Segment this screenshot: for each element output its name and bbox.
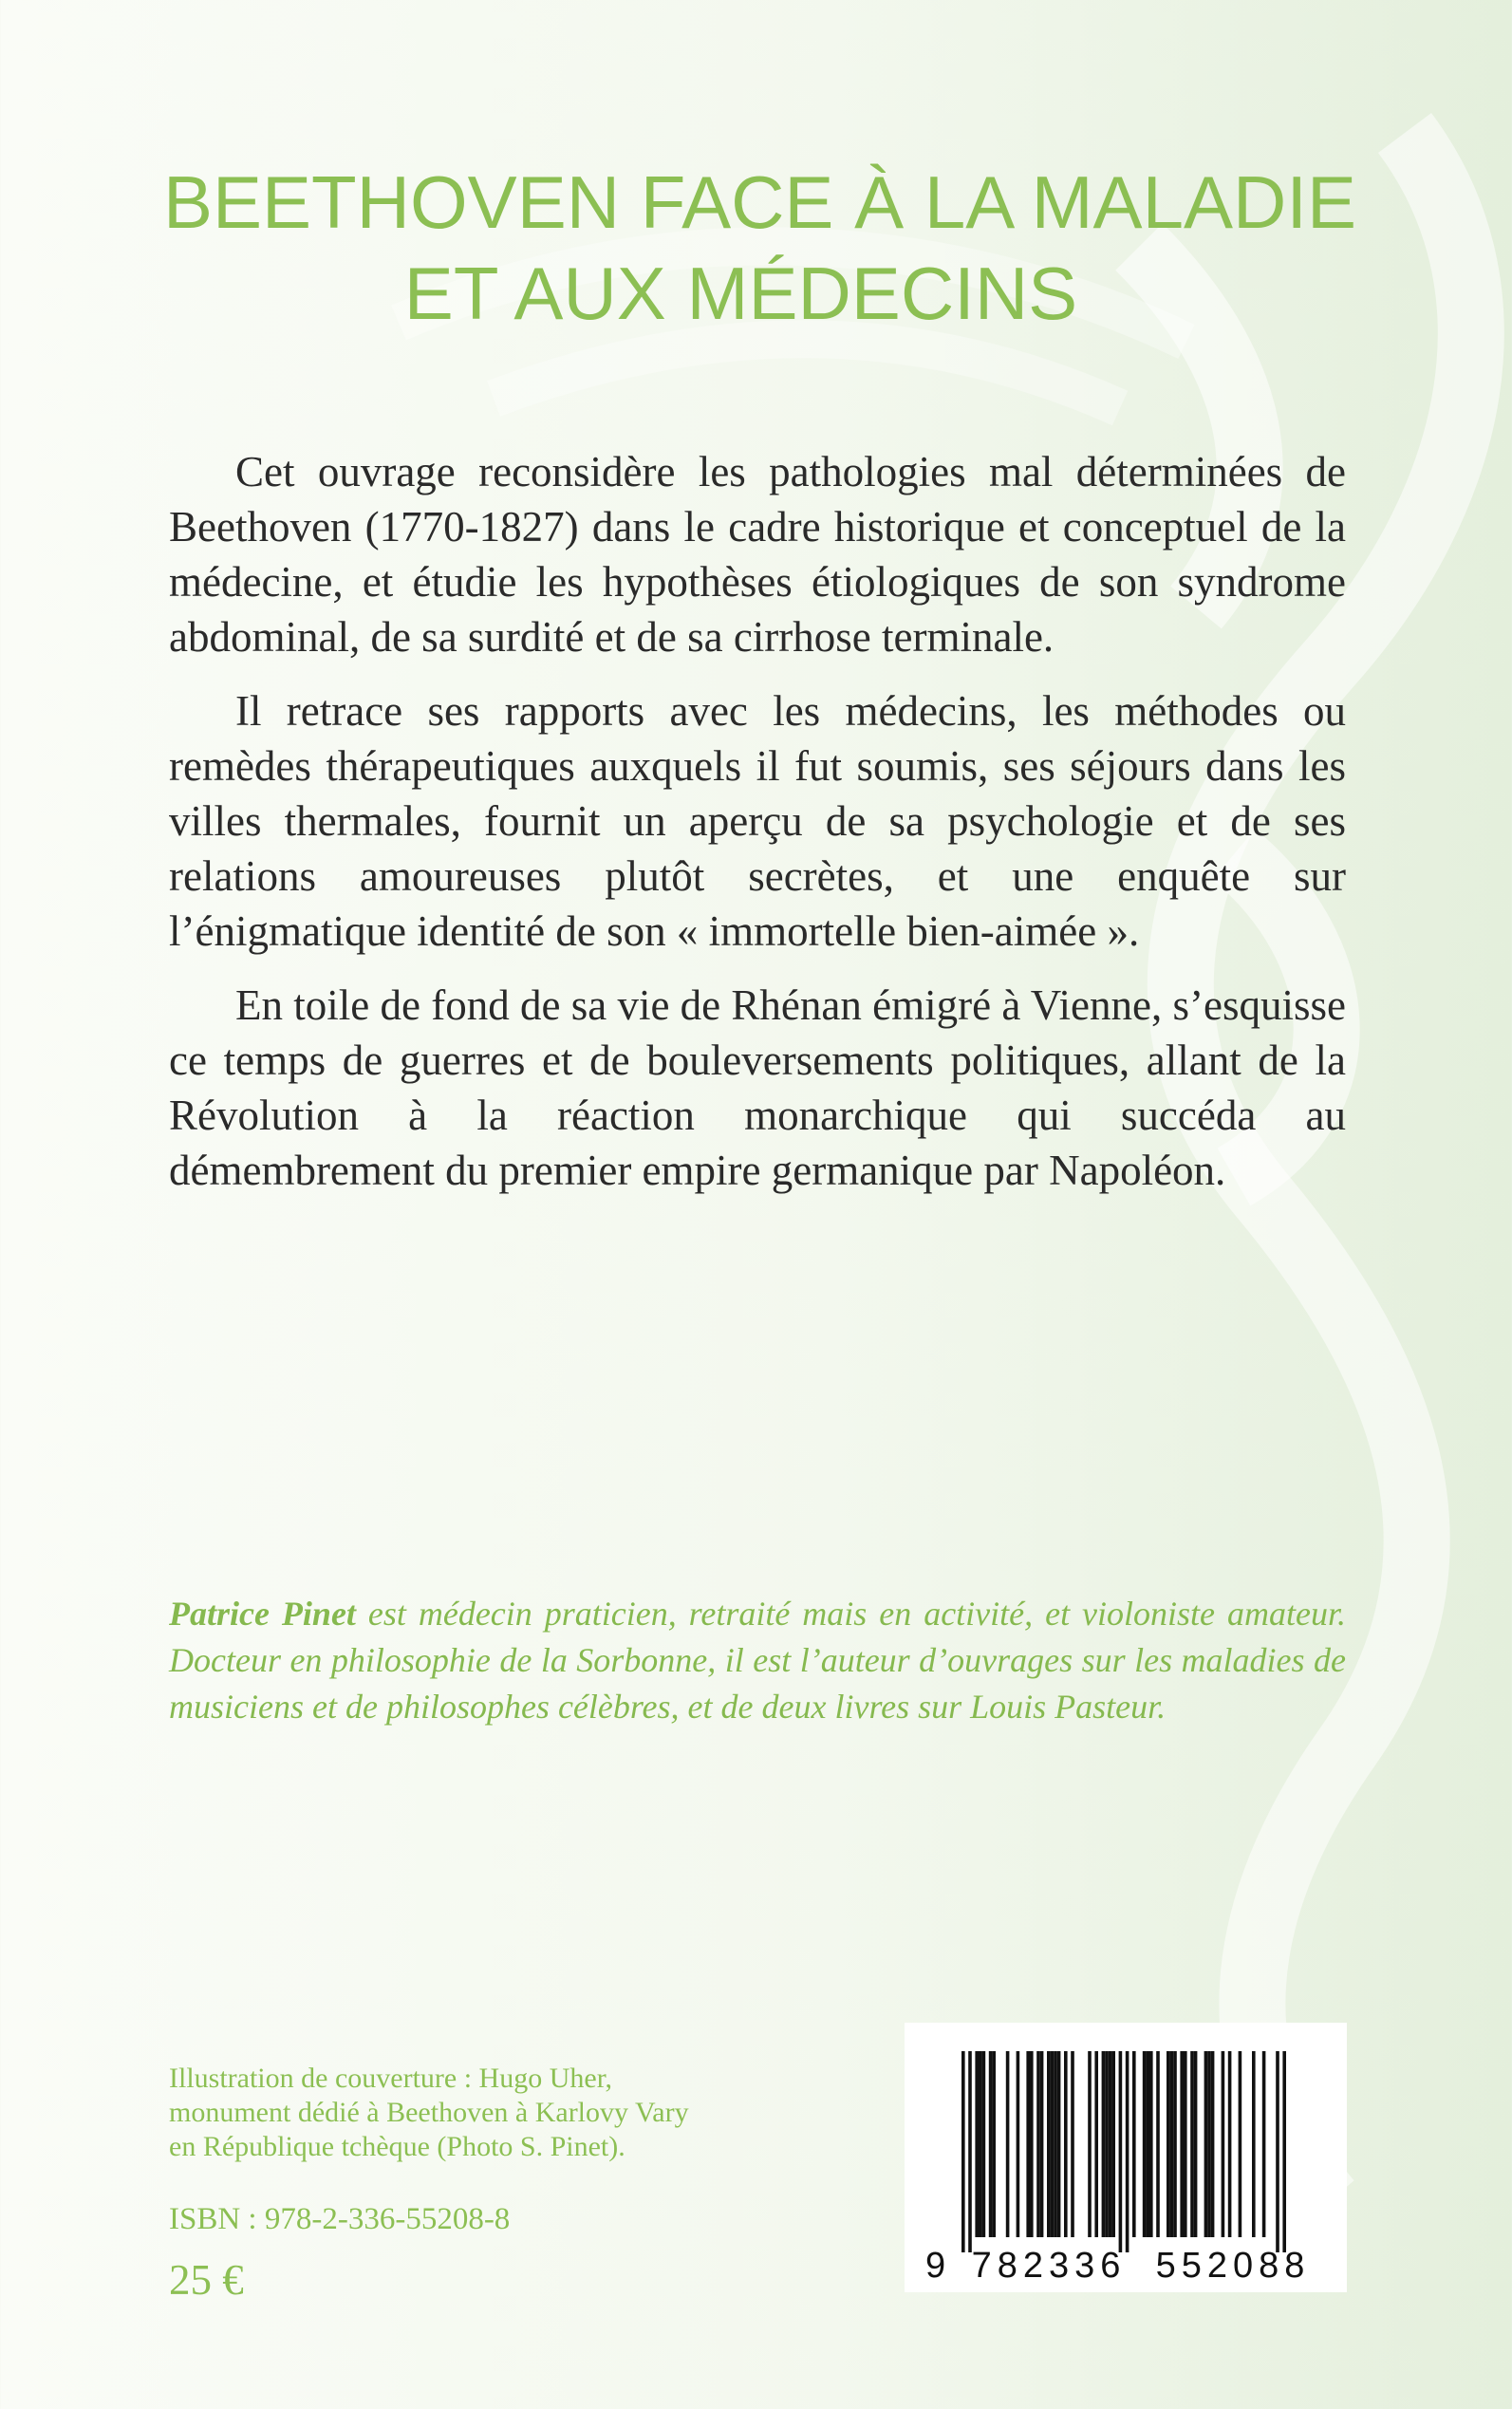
- barcode-bar: [961, 2051, 965, 2252]
- barcode-bar: [1054, 2051, 1057, 2237]
- barcode-bar: [1109, 2051, 1112, 2237]
- book-title-line-1: BEETHOVEN FACE À LA MALADIE: [162, 160, 1357, 244]
- barcode-bar: [1252, 2051, 1256, 2237]
- cover-credit-line-2: monument dédié à Beethoven à Karlovy Vary: [169, 2097, 689, 2128]
- barcode-bar: [1180, 2051, 1184, 2237]
- barcode-bar: [1204, 2051, 1208, 2237]
- barcode-bar: [1088, 2051, 1092, 2237]
- barcode-bar: [1149, 2051, 1153, 2237]
- barcode-first-digit: 9: [925, 2246, 946, 2286]
- book-description: [169, 444, 1346, 1217]
- barcode-bar: [1026, 2051, 1030, 2237]
- barcode-panel: [905, 2023, 1347, 2292]
- barcode-bar: [1064, 2051, 1068, 2237]
- barcode-bar: [1222, 2051, 1225, 2237]
- barcode-bar: [1105, 2051, 1109, 2237]
- barcode-right-digits: 552088: [1155, 2246, 1311, 2286]
- barcode-bar: [1211, 2051, 1215, 2237]
- author-bio: [169, 1591, 1346, 1730]
- description-paragraph-1: Cet ouvrage reconsidère les pathologies mal déterminées de Beethoven (1770-1827) dans le cadre historique et conceptuel de la médecine, et étudie les hypothèses étiologiques de son syndrome abdominal, de sa surdité et de sa cirrhose terminale.: [169, 448, 1346, 661]
- barcode-bar: [1030, 2051, 1034, 2237]
- isbn-text: ISBN : 978-2-336-55208-8: [169, 2202, 511, 2236]
- barcode-bar: [1173, 2051, 1177, 2237]
- barcode-bar: [1126, 2051, 1129, 2252]
- barcode-bar: [989, 2051, 993, 2237]
- cover-credit-line-1: Illustration de couverture : Hugo Uher,: [169, 2063, 612, 2094]
- book-title: [0, 157, 1512, 339]
- book-title-line-2: ET AUX MÉDECINS: [403, 252, 1078, 335]
- barcode-bar: [1262, 2051, 1266, 2237]
- barcode-bar: [1282, 2051, 1286, 2252]
- barcode-left-digits: 782336: [971, 2246, 1127, 2286]
- barcode-bar: [982, 2051, 986, 2237]
- barcode-bar: [1132, 2051, 1136, 2237]
- barcode-bar: [1119, 2051, 1123, 2252]
- barcode-bar: [1170, 2051, 1174, 2237]
- author-bio-text: est médecin praticien, retraité mais en activité, et violoniste amateur. Docteur en philosophie de la Sorbonne, il est l’auteur d’ouvrages sur les maladies de musiciens et de philosophes célèbres, et de deux livres sur Louis Pasteur.: [169, 1595, 1346, 1726]
- barcode-bar: [1102, 2051, 1106, 2237]
- cover-credit-line-3: en République tchèque (Photo S. Pinet).: [169, 2131, 625, 2162]
- barcode-bar: [1190, 2051, 1194, 2237]
- barcode-bar: [979, 2051, 982, 2237]
- author-name: Patrice Pinet: [169, 1595, 356, 1633]
- barcode-bar: [1239, 2051, 1242, 2237]
- barcode-bar: [1143, 2051, 1147, 2237]
- description-paragraph-2: Il retrace ses rapports avec les médecins, les méthodes ou remèdes thérapeutiques auxquels il fut soumis, ses séjours dans les villes thermales, fournit un aperçu de sa psychologie et de ses relations amoureuses plutôt secrètes, et une enquête sur l’énigmatique identité de son « immortelle bien-aimée ».: [169, 687, 1346, 955]
- barcode-bar: [1207, 2051, 1211, 2237]
- barcode-bar: [1057, 2051, 1061, 2237]
- barcode-bar: [1040, 2051, 1044, 2237]
- barcode-bar: [1017, 2051, 1020, 2237]
- barcode-bar: [1051, 2051, 1055, 2237]
- barcode-bar: [1184, 2051, 1187, 2237]
- barcode-bar: [1006, 2051, 1010, 2237]
- barcode-bar: [1156, 2051, 1160, 2237]
- barcode-bar: [1228, 2051, 1232, 2237]
- price-text: 25 €: [169, 2256, 244, 2304]
- barcode-bar: [1194, 2051, 1198, 2237]
- barcode-bar: [1167, 2051, 1170, 2237]
- barcode-bar: [1276, 2051, 1279, 2252]
- barcode-bar: [1094, 2051, 1098, 2237]
- barcode-bar: [1071, 2051, 1074, 2237]
- barcode-bar: [992, 2051, 996, 2237]
- cover-credit: [169, 2062, 738, 2164]
- barcode-bar: [1047, 2051, 1051, 2237]
- barcode: [905, 2023, 1347, 2292]
- barcode-bar: [1036, 2051, 1040, 2237]
- barcode-bars: [961, 2051, 1286, 2252]
- barcode-bar: [1111, 2051, 1115, 2237]
- barcode-bar: [975, 2051, 979, 2237]
- barcode-bar: [1146, 2051, 1149, 2237]
- barcode-bar: [968, 2051, 972, 2252]
- description-paragraph-3: En toile de fond de sa vie de Rhénan émigré à Vienne, s’esquisse ce temps de guerres et de bouleversements politiques, allant de la Révolution à la réaction monarchique qui succéda au démembrement du premier empire germanique par Napoléon.: [169, 981, 1346, 1194]
